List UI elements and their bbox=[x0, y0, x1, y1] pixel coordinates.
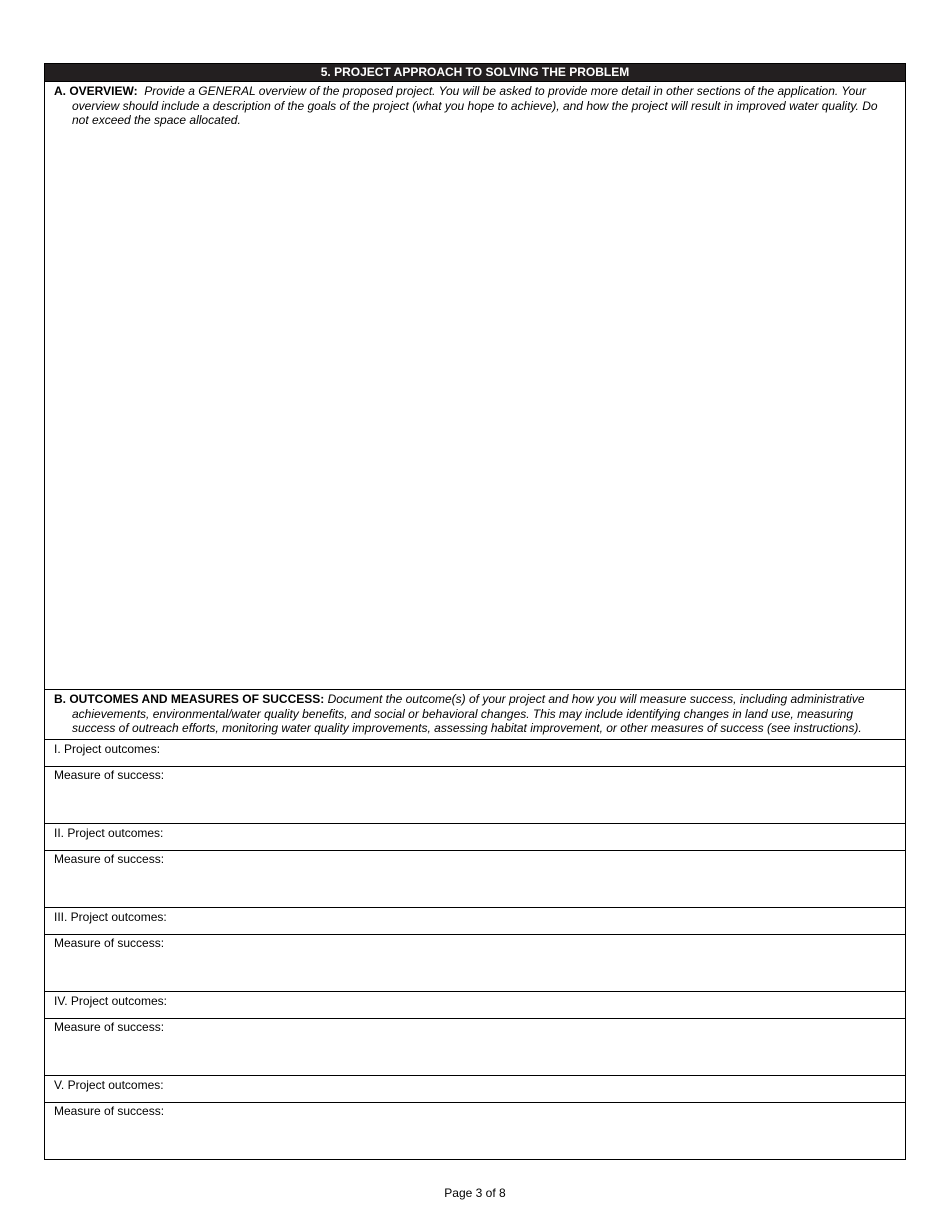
measure-of-success-label: Measure of success: bbox=[54, 1020, 165, 1034]
project-approach-form bbox=[44, 63, 906, 1160]
measure-of-success-label: Measure of success: bbox=[54, 1104, 165, 1118]
measure-of-success-label: Measure of success: bbox=[54, 852, 165, 866]
measure-of-success-label: Measure of success: bbox=[54, 768, 165, 782]
project-outcome-field-2[interactable] bbox=[45, 823, 905, 850]
project-outcome-field-1[interactable] bbox=[45, 739, 905, 766]
measure-of-success-field-5[interactable] bbox=[45, 1102, 905, 1159]
project-outcome-label: IV. Project outcomes: bbox=[54, 994, 167, 1008]
project-outcome-field-3[interactable] bbox=[45, 907, 905, 934]
section-header: 5. PROJECT APPROACH TO SOLVING THE PROBLEM bbox=[45, 63, 905, 81]
overview-instructions bbox=[54, 84, 896, 128]
measure-of-success-label: Measure of success: bbox=[54, 936, 165, 950]
overview-field[interactable] bbox=[45, 81, 905, 689]
project-outcome-label: III. Project outcomes: bbox=[54, 910, 167, 924]
measure-of-success-field-1[interactable] bbox=[45, 766, 905, 823]
page-number: Page 3 of 8 bbox=[444, 1186, 506, 1200]
project-outcome-label: V. Project outcomes: bbox=[54, 1078, 164, 1092]
project-outcome-label: I. Project outcomes: bbox=[54, 742, 161, 756]
outcomes-label: B. OUTCOMES AND MEASURES OF SUCCESS: bbox=[54, 692, 325, 706]
measure-of-success-field-4[interactable] bbox=[45, 1018, 905, 1075]
overview-instruction-text: Provide a GENERAL overview of the proposed project. You will be asked to provide more detail in other sections of the application. Your overview should include a description of the goals of the project (what you hope to achieve), and how the project will result in improved water quality. Do not exceed the space allocated. bbox=[72, 84, 878, 127]
project-outcome-label: II. Project outcomes: bbox=[54, 826, 164, 840]
project-outcome-field-5[interactable] bbox=[45, 1075, 905, 1102]
outcomes-intro bbox=[45, 689, 905, 739]
outcomes-instruction-text: Document the outcome(s) of your project and how you will measure success, including administrative achievements, environmental/water quality benefits, and social or behavioral changes. This may include identifying changes in land use, measuring success of outreach efforts, monitoring water quality improvements, assessing habitat improvement, or other measures of success (see instructions). bbox=[72, 692, 865, 735]
measure-of-success-field-2[interactable] bbox=[45, 850, 905, 907]
project-outcome-field-4[interactable] bbox=[45, 991, 905, 1018]
form-bottom-border bbox=[45, 1159, 905, 1160]
measure-of-success-field-3[interactable] bbox=[45, 934, 905, 991]
overview-label: A. OVERVIEW: bbox=[54, 84, 138, 98]
